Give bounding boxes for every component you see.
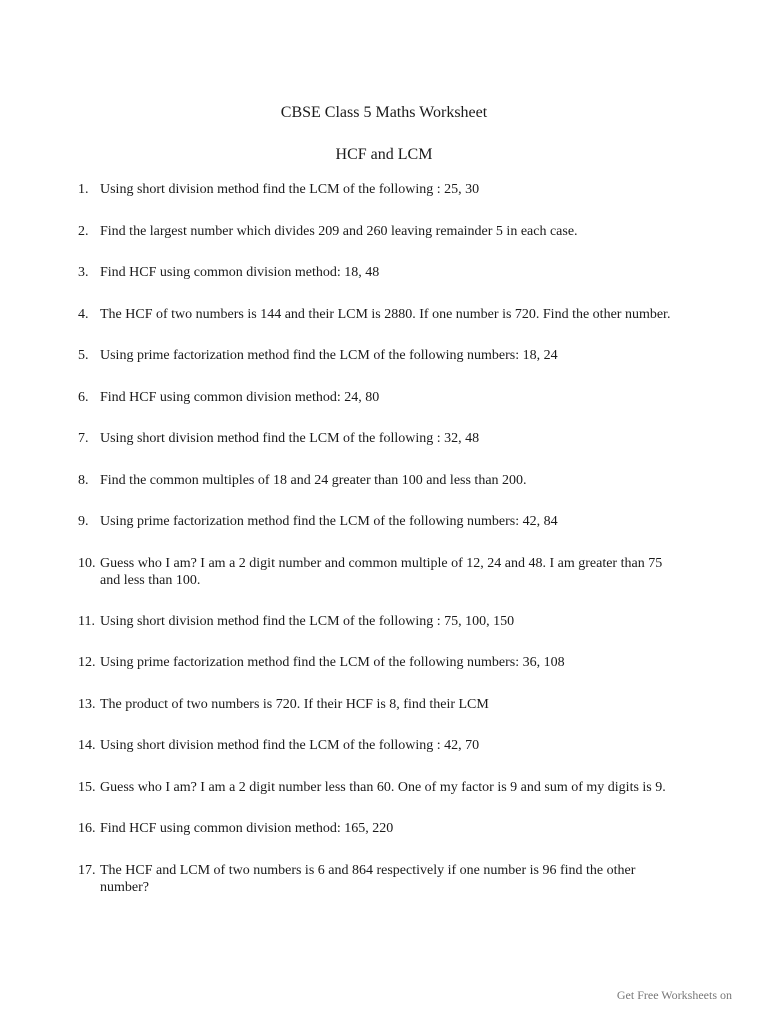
question-number: 1.	[78, 182, 89, 197]
question-item	[0, 553, 768, 611]
question-text: The product of two numbers is 720. If their HCF is 8, find their LCM	[100, 696, 489, 712]
question-item	[0, 387, 768, 429]
question-number: 2.	[78, 223, 89, 239]
question-text: Using short division method find the LCM of the following : 32, 48	[100, 431, 480, 446]
question-item	[0, 652, 768, 694]
worksheet-title: CBSE Class 5 Maths Worksheet	[280, 104, 488, 121]
question-number: 3.	[78, 265, 89, 280]
question-number: 8.	[78, 472, 89, 488]
question-item	[0, 818, 768, 860]
question-number: 9.	[78, 514, 89, 529]
question-number: 6.	[78, 389, 89, 405]
question-text: Guess who I am? I am a 2 digit number less than 60. One of my factor is 9 and sum of my digits is 9.	[100, 779, 666, 795]
question-item	[0, 221, 768, 263]
question-text: Find the largest number which divides 209 and 260 leaving remainder 5 in each case.	[100, 223, 578, 239]
question-item	[0, 304, 768, 346]
question-number: 15.	[78, 779, 96, 795]
question-number: 17.	[78, 862, 96, 878]
question-item	[0, 694, 768, 736]
question-item	[0, 345, 768, 387]
question-item	[0, 179, 768, 221]
question-text: Find HCF using common division method: 165, 220	[100, 821, 394, 836]
question-text: Find the common multiples of 18 and 24 greater than 100 and less than 200.	[100, 472, 527, 488]
question-number: 11.	[78, 613, 95, 629]
question-text: Using short division method find the LCM of the following : 42, 70	[100, 738, 480, 753]
question-item	[0, 735, 768, 777]
question-number: 10.	[78, 555, 96, 571]
question-list	[0, 179, 768, 918]
question-text: Find HCF using common division method: 24, 80	[100, 389, 380, 405]
question-text: Using short division method find the LCM of the following : 25, 30	[100, 182, 480, 197]
question-number: 14.	[78, 738, 96, 753]
question-number: 12.	[78, 655, 96, 670]
question-item	[0, 428, 768, 470]
question-item	[0, 777, 768, 819]
question-text: The HCF of two numbers is 144 and their LCM is 2880. If one number is 720. Find the other number.	[100, 306, 671, 322]
question-number: 4.	[78, 306, 89, 322]
question-text: Guess who I am? I am a 2 digit number and common multiple of 12, 24 and 48. I am greater than 75 and less than 100.	[100, 555, 663, 588]
footer-text: Get Free Worksheets on	[616, 988, 732, 1002]
question-text: Using prime factorization method find the LCM of the following numbers: 18, 24	[100, 348, 558, 363]
question-item	[0, 511, 768, 553]
question-number: 5.	[78, 348, 89, 363]
question-text: Find HCF using common division method: 18, 48	[100, 265, 380, 280]
question-number: 7.	[78, 431, 89, 446]
question-text: Using short division method find the LCM of the following : 75, 100, 150	[100, 613, 515, 629]
question-item	[0, 611, 768, 653]
question-item	[0, 860, 768, 918]
question-text: The HCF and LCM of two numbers is 6 and 864 respectively if one number is 96 find the other number?	[100, 862, 636, 895]
question-number: 13.	[78, 696, 96, 712]
question-item	[0, 470, 768, 512]
worksheet-subtitle: HCF and LCM	[335, 146, 433, 163]
question-text: Using prime factorization method find the LCM of the following numbers: 42, 84	[100, 514, 558, 529]
question-item	[0, 262, 768, 304]
question-number: 16.	[78, 821, 96, 836]
question-text: Using prime factorization method find the LCM of the following numbers: 36, 108	[100, 655, 565, 670]
